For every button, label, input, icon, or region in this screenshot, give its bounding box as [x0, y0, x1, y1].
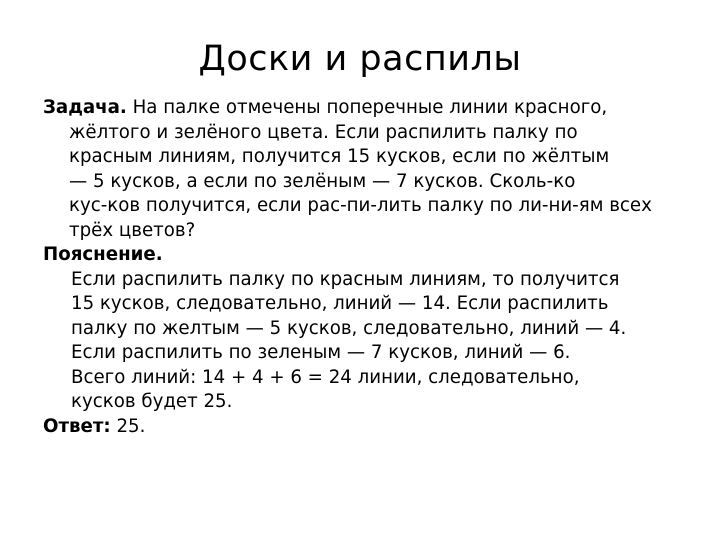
explanation-line-1: Если распилить палку по красным линиям, то получится [71, 268, 620, 290]
task-line-3: красным линиям, получится 15 кусков, если по жёлтым [69, 146, 610, 167]
explanation-line-4: Если распилить по зеленым — 7 кусков, линий — 6. [71, 342, 571, 363]
explanation-label: Пояснение. [43, 244, 163, 265]
slide-body [43, 96, 713, 439]
task-label: Задача. [43, 97, 127, 118]
explanation-line-5: Всего линий: 14 + 4 + 6 = 24 линии, следовательно, [71, 366, 580, 388]
answer-label: Ответ: [43, 415, 111, 437]
task-line-1 [43, 96, 713, 121]
task-line-5: кус-ков получится, если рас-пи-лить палку по ли-ни-ям всех [69, 195, 652, 216]
task-line-6: трёх цветов? [69, 219, 196, 241]
task-line-2: жёлтого и зелёного цвета. Если распилить палку по [69, 121, 578, 143]
answer-line [43, 415, 713, 440]
answer-value: 25. [110, 415, 146, 437]
explanation-line-3: палку по желтым — 5 кусков, следовательно, линий — 4. [71, 317, 627, 339]
explanation-line-2: 15 кусков, следовательно, линий — 14. Если распилить [71, 293, 609, 314]
task-text-1: На палке отмечены поперечные линии красного, [132, 97, 608, 118]
slide-title: Доски и распилы [198, 39, 522, 79]
explanation-line-6: кусков будет 25. [71, 391, 233, 412]
explanation-heading [43, 243, 713, 268]
task-line-4: — 5 кусков, а если по зелёным — 7 кусков. Сколь-ко [69, 170, 576, 192]
